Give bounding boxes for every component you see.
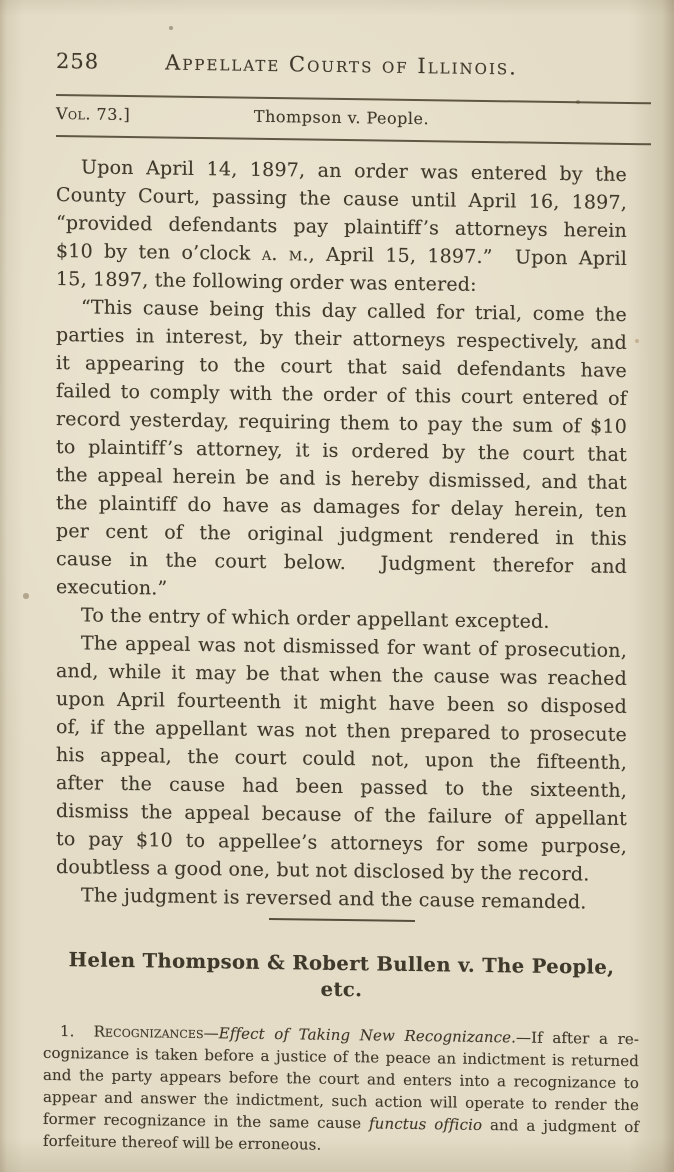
volume-label: Vol. 73.]: [56, 104, 131, 125]
page-content: [43, 0, 639, 1160]
text-segment: and, while it may be that when the cause was reached: [56, 660, 627, 690]
section-divider: [269, 918, 415, 922]
text-segment: “This cause being this day called for trial, come the: [81, 296, 627, 326]
text-segment: execution.”: [56, 576, 168, 600]
text-segment: the appeal herein be and is hereby dismissed, and that: [56, 464, 627, 494]
text-segment: it appearing to the court that said defendants have: [56, 352, 627, 382]
text-segment: and the party appears before the court and enters into a recognizance to: [43, 1065, 639, 1093]
text-segment: record yesterday, requiring them to pay the sum of $10: [56, 408, 627, 438]
text-segment: to plaintiff’s attorney, it is ordered by the court that: [56, 436, 627, 466]
text-segment: per cent of the original judgment rendered in this: [56, 520, 627, 550]
text-segment: —: [203, 1024, 219, 1043]
text-segment: failed to comply with the order of this court entered of: [56, 380, 627, 410]
text-segment: of, if the appellant was not then prepared to prosecute: [56, 716, 627, 746]
running-head-spacer: [518, 74, 627, 76]
text-segment: dismiss the appeal because of the failure of appellant: [56, 800, 627, 830]
running-title: Appellate Courts of Illinois.: [165, 50, 518, 80]
text-segment: after the cause had been passed to the sixteenth,: [56, 772, 627, 802]
text-segment: appear and answer the indictment, such action will operate to render the: [43, 1087, 639, 1115]
text-segment: 1.: [60, 1022, 94, 1041]
header-rule-bottom: [56, 135, 651, 145]
running-case-name: Thompson v. People.: [253, 106, 430, 129]
page-number: 258: [56, 49, 100, 74]
text-segment: to pay $10 to appellee’s attorneys for some purpose,: [56, 828, 627, 858]
text-segment: cause in the court below. Judgment therefor and: [56, 548, 627, 578]
text-segment: and a judgment of: [482, 1115, 639, 1137]
text-segment: his appeal, the court could not, upon the fifteenth,: [56, 744, 627, 774]
paper-specks: [0, 0, 2, 2]
opinion-text: [56, 153, 627, 917]
text-segment: cognizance is taken before a justice of the peace an indictment is returned: [43, 1043, 639, 1071]
paragraph: [43, 1020, 639, 1160]
paragraph: [56, 293, 627, 609]
volume-row: [56, 104, 627, 132]
case-heading: Helen Thompson & Robert Bullen v. The People, etc.: [68, 948, 615, 1002]
text-segment: Upon April 14, 1897, an order was entered by the: [81, 156, 627, 186]
text-segment: Effect of Taking New Recognizance.: [218, 1024, 516, 1047]
text-segment: To the entry of which order appellant excepted.: [81, 604, 550, 633]
running-head: [56, 48, 627, 82]
text-segment: functus officio: [369, 1114, 483, 1134]
text-segment: The appeal was not dismissed for want of prosecution,: [81, 632, 627, 662]
text-segment: a. m.: [261, 242, 309, 266]
text-segment: County Court, passing the cause until April 16, 1897,: [56, 184, 627, 214]
paragraph: [56, 153, 627, 301]
text-segment: upon April fourteenth it might have been so disposed: [56, 688, 627, 718]
text-segment: The judgment is reversed and the cause remanded.: [81, 884, 587, 914]
text-segment: doubtless a good one, but not disclosed by the record.: [56, 856, 590, 886]
text-segment: , April 15, 1897.” Upon April: [308, 243, 627, 270]
text-segment: Recognizances: [93, 1022, 204, 1043]
text-segment: the plaintiff do have as damages for delay herein, ten: [56, 492, 627, 522]
volume-row-spacer: [429, 124, 627, 127]
text-segment: 15, 1897, the following order was entered:: [56, 268, 477, 296]
paragraph: [56, 629, 627, 889]
text-segment: parties in interest, by their attorneys respectively, and: [56, 324, 627, 354]
text-segment: “provided defendants pay plaintiff’s attorneys herein: [56, 212, 627, 242]
syllabus: [43, 1020, 639, 1160]
text-segment: —If after a re-: [515, 1028, 639, 1049]
text-segment: former recognizance in the same cause: [43, 1109, 370, 1133]
header-rule-top: [56, 94, 651, 104]
text-segment: forfeiture thereof will be erroneous.: [43, 1131, 322, 1154]
text-segment: $10 by ten o’clock: [56, 240, 262, 265]
